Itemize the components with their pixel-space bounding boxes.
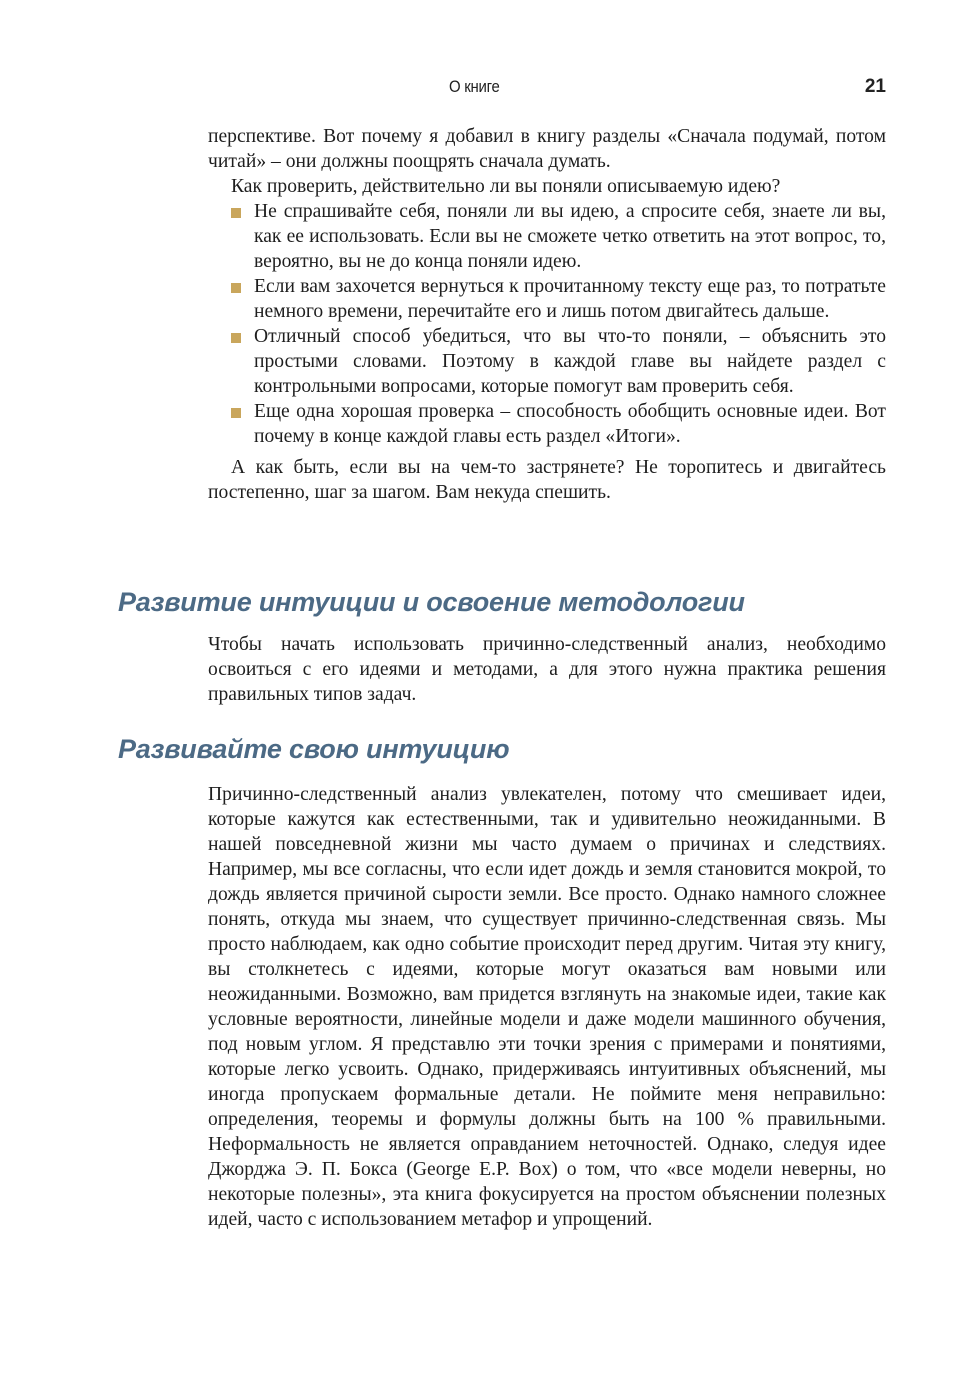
list-item-text: Не спрашивайте себя, поняли ли вы идею, а спросите себя, знаете ли вы, как ее использовать. Если вы не сможете четко ответить на этот вопрос, то, вероятно, вы не до конца поняли идею.: [254, 201, 886, 272]
intro-block: [208, 124, 886, 505]
list-item-text: Отличный способ убедиться, что вы что-то поняли, – объяснить это простыми словами. Поэтому в каждой главе вы найдете раздел с контрольными вопросами, которые помогут вам проверить себя.: [254, 326, 886, 397]
list-item: [208, 274, 886, 324]
square-bullet-icon: [231, 283, 241, 293]
closing-paragraph: А как быть, если вы на чем-то застрянете? Не торопитесь и двигайтесь постепенно, шаг за шагом. Вам некуда спешить.: [208, 457, 886, 503]
methodology-paragraph: Чтобы начать использовать причинно-следственный анализ, необходимо освоиться с его идеями и методами, а для этого нужна практика решения правильных типов задач.: [208, 634, 886, 705]
bullet-list: [208, 199, 886, 449]
running-head: [0, 77, 974, 103]
paragraph-continued: перспективе. Вот почему я добавил в книгу разделы «Сначала подумай, потом читай» – они должны поощрять сначала думать.: [208, 126, 886, 172]
section-heading-intuition: Развивайте свою интуицию: [118, 734, 510, 764]
intuition-block: [208, 782, 886, 1232]
list-item-text: Еще одна хорошая проверка – способность обобщить основные идеи. Вот почему в конце каждой главы есть раздел «Итоги».: [254, 401, 886, 447]
methodology-block: [208, 632, 886, 707]
page-number: 21: [864, 76, 886, 97]
running-head-title: О книге: [449, 77, 500, 96]
list-item: [208, 199, 886, 274]
intuition-paragraph: Причинно-следственный анализ увлекателен, потому что смешивает идеи, которые кажутся как естественными, так и удивительно неожиданными. В нашей повседневной жизни мы часто думаем о причинах и следствиях. Например, мы все согласны, что если идет дождь и земля становится мокрой, то дождь является причиной сырости земли. Все просто. Однако намного сложнее понять, откуда мы знаем, что существует причинно-следственная связь. Мы просто наблюдаем, как одно событие происходит перед другим. Читая эту книгу, вы столкнетесь с идеями, которые могут оказаться вам новыми или неожиданными. Возможно, вам придется взглянуть на знакомые идеи, такие как условные вероятности, линейные модели и даже модели машинного обучения, под новым углом. Я представлю эти точки зрения с примерами и понятиями, которые легко усвоить. Однако, придерживаясь интуитивных объяснений, мы иногда пропускаем формальные детали. Не поймите меня неправильно: определения, теоремы и формулы должны быть на 100 % правильными. Неформальность не является оправданием неточностей. Однако, следуя идее Джорджа Э. П. Бокса (George E.P. Box) о том, что «все модели неверны, но некоторые полезны», эта книга фокусируется на простом объяснении полезных идей, часто с использованием метафор и упрощений.: [208, 784, 886, 1230]
square-bullet-icon: [231, 333, 241, 343]
section-heading-methodology: Развитие интуиции и освоение методологии: [118, 587, 745, 617]
list-item: [208, 324, 886, 399]
square-bullet-icon: [231, 408, 241, 418]
square-bullet-icon: [231, 208, 241, 218]
question-paragraph: Как проверить, действительно ли вы поняли описываемую идею?: [231, 176, 781, 197]
list-item: [208, 399, 886, 449]
list-item-text: Если вам захочется вернуться к прочитанному тексту еще раз, то потратьте немного времени, перечитайте его и лишь потом двигайтесь дальше.: [254, 276, 886, 322]
